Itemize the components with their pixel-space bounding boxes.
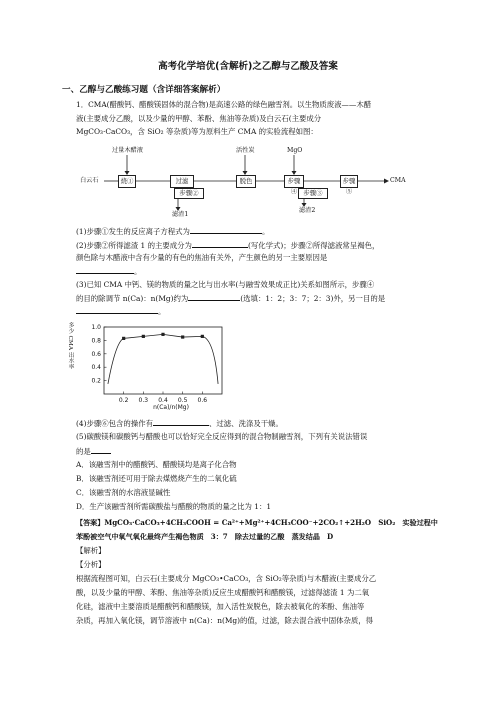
analysis-line-2: 酸，以及少量的甲醇、苯酚、焦油等杂质)反应生成醋酸钙和醋酸镁，过滤得滤渣 1 为二氧	[76, 588, 370, 597]
y-tick-label: 1.0	[91, 324, 101, 331]
y-tick-label: 0.2	[91, 377, 101, 385]
data-point	[161, 333, 164, 336]
option-d: D．生产该融雪剂所需碳酸盐与醋酸的物质的量之比为 1：1	[76, 502, 272, 511]
x-tick-label: 0.5	[177, 397, 188, 404]
data-point	[201, 335, 204, 338]
question-5: (5)碳酸镁和碳酸钙与醋酸也可以恰好完全反应得到的混合物制融雪剂，下列有关说法错误	[76, 432, 368, 441]
label-residue-2: 滤渣2	[299, 207, 316, 214]
page-title: 高考化学培优(含解析)之乙醇与乙酸及答案	[158, 61, 338, 72]
data-point	[142, 335, 145, 338]
analysis-heading: 【解析】	[76, 546, 106, 555]
label-mgo: MgO	[287, 147, 303, 154]
question-2-line-2: 颜色除与木醋液中含有少量的有色的焦油有关外，产生颜色的另一主要原因是	[76, 253, 328, 262]
y-tick-label: 0.6	[91, 350, 101, 358]
question-3-line-3: 。	[76, 306, 165, 316]
label-activated-carbon: 活性炭	[236, 147, 255, 154]
flow-box-step5: 步骤⑤	[340, 175, 358, 188]
intro-line-1: 1．CMA(醋酸钙、醋酸镁固体的混合物)是高速公路的绿色融雪剂。以生物质废液——木醋	[76, 100, 372, 109]
option-a: A．该融雪剂中的醋酸钙、醋酸镁均是离子化合物	[76, 460, 237, 469]
question-1-text: (1)步骤①发生的反应离子方程式为	[76, 227, 190, 236]
data-point	[181, 335, 184, 338]
question-4-text-a: (4)步骤⑥包含的操作有	[76, 419, 153, 428]
series-line	[108, 334, 218, 384]
label-cma: CMA	[390, 177, 406, 184]
chart-y-axis-label: 多少 CMA 出水率	[67, 322, 73, 370]
intro-line-3: MgCO₃·CaCO₃，含 SiO₂ 等杂质)等为原料生产 CMA 的实验流程如图：	[76, 127, 318, 136]
analysis-subheading: 【分析】	[76, 560, 106, 569]
analysis-line-3: 化硅，滤液中主要溶质是醋酸钙和醋酸镁，加入活性炭脱色，除去被氧化的苯酚、焦油等	[76, 602, 365, 611]
label-excess-wood-vinegar: 过量木醋液	[112, 147, 143, 154]
answer-blank	[153, 418, 209, 426]
y-tick-label: 0.8	[91, 337, 101, 345]
answer-line-1: 【答案】MgCO₃·CaCO₃+4CH₃COOH = Ca²⁺+Mg²⁺+4CH₃COO⁻+2CO₂↑+2H₂O SiO₂ 实验过程中	[76, 518, 438, 527]
question-3-text-b: 的目的除调节 n(Ca)：n(Mg)约为	[76, 294, 189, 303]
section-heading: 一、乙醇与乙酸练习题（含详细答案解析）	[62, 85, 226, 95]
question-2-text-a: (2)步骤②所得滤渣 1 的主要成分为	[76, 241, 192, 250]
flow-box-step4: 步骤④	[284, 175, 304, 188]
flow-box-filter: 过滤	[170, 175, 194, 188]
answer-line-2: 苯酚被空气中氧气氧化最终产生褐色物质 3：7 除去过量的乙酸 蒸发结晶 D	[76, 532, 334, 541]
analysis-line-4: 杂质，再加入氧化镁，调节溶液中 n(Ca)：n(Mg)的值，过滤，除去混合液中固体杂质，得	[76, 616, 374, 625]
flow-box-step3: 步骤③	[298, 188, 328, 199]
intro-line-2: 液(主要成分乙酸，以及少量的甲醇、苯酚、焦油等杂质)及白云石(主要成分	[76, 114, 322, 123]
question-3-text-c: (选填：1：2；3：7；2：3)外，另一目的是	[240, 294, 386, 303]
x-axis-label: n(Ca)/n(Mg)	[153, 404, 189, 411]
question-2-text-b: (写化学式)；步骤②所得滤液常呈褐色，	[247, 241, 380, 250]
option-b: B．该融雪剂还可用于除去煤燃烧产生的二氧化硫	[76, 474, 237, 483]
question-2-line-3: 。	[76, 266, 141, 276]
question-3: (3)已知 CMA 中钙、镁的物质的量之比与出水率(与融雪效果成正比)关系如图所示，步骤④	[76, 280, 375, 289]
x-tick-label: 0.3	[138, 397, 149, 404]
data-point	[122, 337, 125, 340]
question-4-text-b: 、过滤、洗涤及干燥。	[209, 419, 283, 428]
x-tick-label: 0.6	[197, 397, 208, 404]
y-tick-label: 0.4	[91, 364, 101, 372]
question-5-line-2	[76, 446, 111, 456]
x-tick-label: 0.2	[118, 397, 129, 404]
question-5-text-b: 的是	[76, 447, 91, 456]
label-residue-1: 滤渣1	[172, 211, 189, 218]
question-1: (1)步骤①发生的反应离子方程式为 。	[76, 227, 270, 236]
flow-box-step1: 烧①	[118, 175, 136, 188]
flow-box-step2: 步骤②	[174, 188, 204, 199]
flow-box-decolor: 脱色	[236, 175, 256, 188]
label-dolomite: 白云石	[80, 177, 99, 184]
option-c: C．该融雪剂的水溶液显碱性	[76, 488, 171, 497]
analysis-line-1: 根据流程图可知，白云石(主要成分 MgCO₃•CaCO₃，含 SiO₂等杂质)与木醋液(主要成分乙	[76, 574, 377, 583]
question-4	[76, 418, 283, 428]
x-tick-label: 0.4	[158, 397, 168, 404]
answer-blank	[91, 446, 111, 454]
